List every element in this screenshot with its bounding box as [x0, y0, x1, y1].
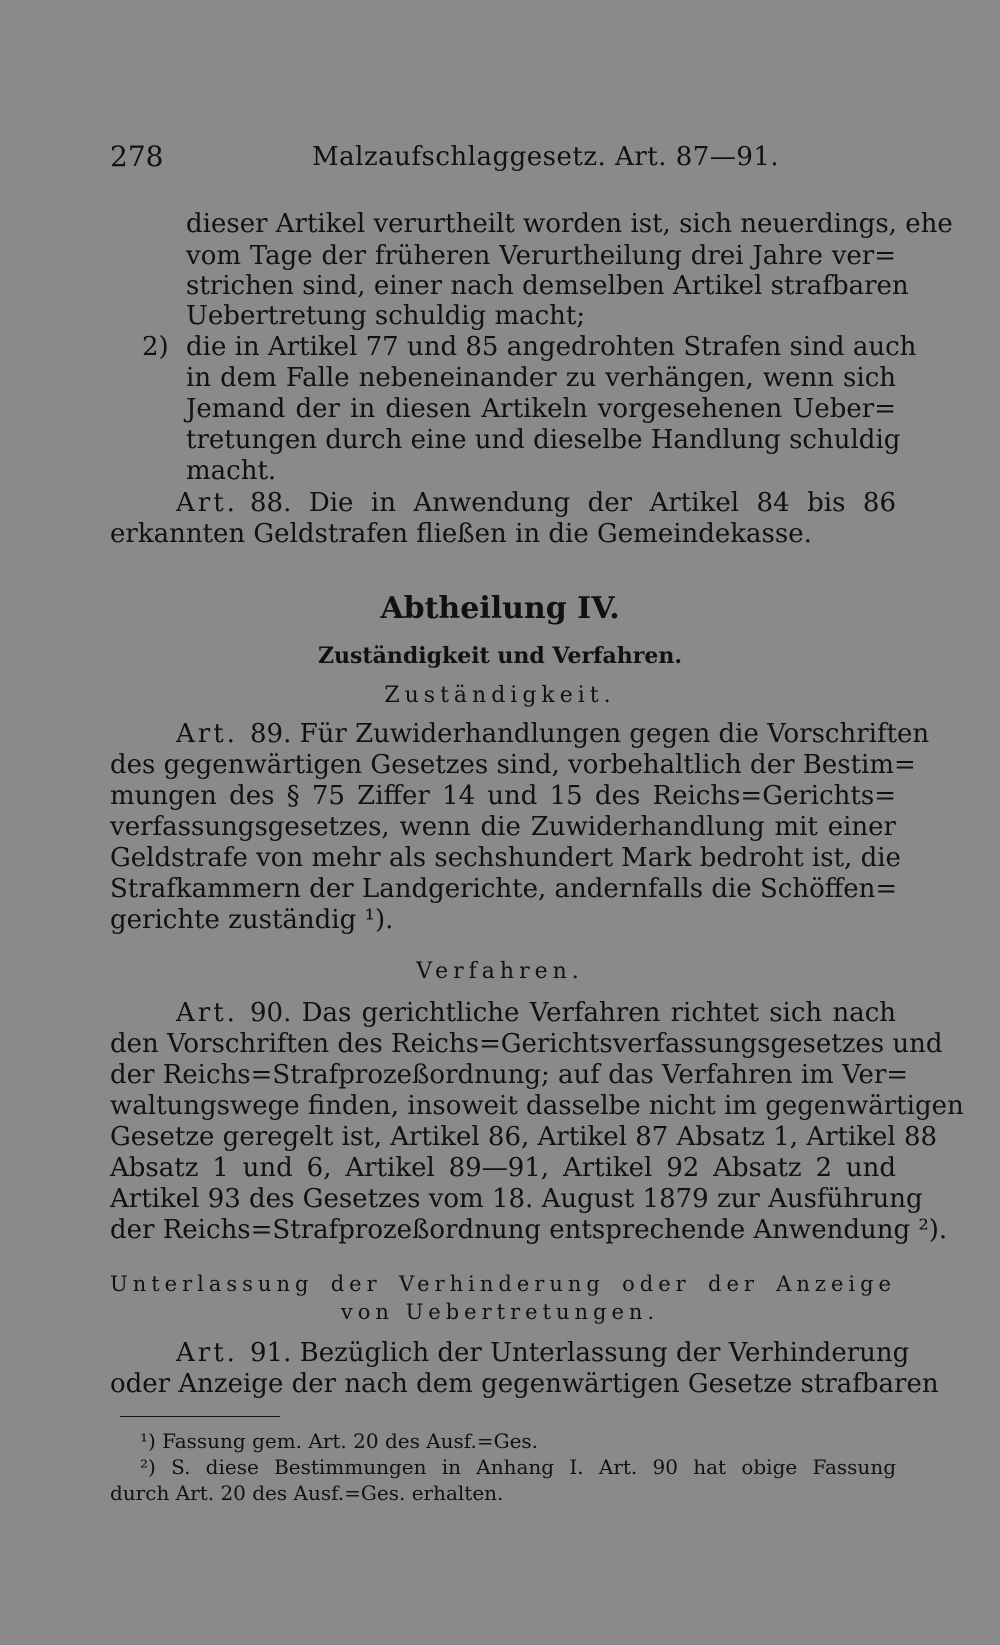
list-number: 2) — [142, 332, 169, 362]
text-line: tretungen durch eine und dieselbe Handlung schuldig — [186, 425, 901, 455]
text-line: oder Anzeige der nach dem gegenwärtigen Gesetze strafbaren — [110, 1369, 939, 1399]
text-line: den Vorschriften des Reichs=Gerichtsverfassungsgesetzes und — [110, 1029, 943, 1059]
page-header — [110, 140, 890, 180]
running-title: Malzaufschlaggesetz. Art. 87—91. — [312, 142, 780, 172]
text-line: 89. Für Zuwiderhandlungen gegen die Vorschriften — [250, 719, 930, 749]
page-number: 278 — [110, 140, 164, 173]
article-label: Art. — [176, 719, 238, 749]
text-line: Absatz 1 und 6, Artikel 89—91, Artikel 92 Absatz 2 und — [110, 1153, 896, 1183]
text-line: mungen des § 75 Ziffer 14 und 15 des Reichs=Gerichts= — [110, 781, 896, 811]
text-line: 88. Die in Anwendung der Artikel 84 bis 86 — [250, 488, 896, 518]
text-line: verfassungsgesetzes, wenn die Zuwiderhandlung mit einer — [110, 812, 896, 842]
text-line: Jemand der in diesen Artikeln vorgesehenen Ueber= — [186, 394, 896, 424]
article-label: Art. — [176, 998, 238, 1028]
text-line: gerichte zuständig ¹). — [110, 905, 394, 935]
article-label: Art. — [176, 1338, 238, 1368]
section-subtitle: Zuständigkeit und Verfahren. — [317, 643, 683, 669]
article-label: Art. — [176, 488, 238, 518]
text-line: vom Tage der früheren Verurtheilung drei Jahre ver= — [186, 241, 896, 271]
text-line: Gesetze geregelt ist, Artikel 86, Artikel 87 Absatz 1, Artikel 88 — [110, 1122, 938, 1152]
text-line: dieser Artikel verurtheilt worden ist, sich neuerdings, ehe — [186, 209, 953, 239]
text-line: die in Artikel 77 und 85 angedrohten Strafen sind auch — [186, 332, 917, 362]
subheading: Verfahren. — [416, 959, 584, 984]
footnote: ¹) Fassung gem. Art. 20 des Ausf.=Ges. — [140, 1429, 539, 1453]
section-title: Abtheilung IV. — [380, 591, 620, 626]
text-line: Uebertretung schuldig macht; — [186, 301, 586, 331]
text-line: Artikel 93 des Gesetzes vom 18. August 1879 zur Ausführung — [110, 1184, 923, 1214]
text-line: macht. — [186, 456, 277, 486]
text-line: 90. Das gerichtliche Verfahren richtet sich nach — [250, 998, 896, 1028]
text-line: des gegenwärtigen Gesetzes sind, vorbehaltlich der Bestim= — [110, 750, 916, 780]
subheading: Zuständigkeit. — [384, 683, 616, 708]
footnote: durch Art. 20 des Ausf.=Ges. erhalten. — [110, 1481, 504, 1505]
text-line: Geldstrafe von mehr als sechshundert Mark bedroht ist, die — [110, 843, 901, 873]
text-line: erkannten Geldstrafen fließen in die Gemeindekasse. — [110, 519, 812, 549]
subheading: Unterlassung der Verhinderung oder der Anzeige — [110, 1272, 896, 1296]
text-line: 91. Bezüglich der Unterlassung der Verhinderung — [250, 1338, 910, 1368]
footnote-rule — [120, 1416, 280, 1417]
text-line: der Reichs=Strafprozeßordnung; auf das Verfahren im Ver= — [110, 1060, 909, 1090]
text-line: in dem Falle nebeneinander zu verhängen, wenn sich — [186, 363, 896, 393]
subheading: von Uebertretungen. — [340, 1300, 660, 1324]
text-line: strichen sind, einer nach demselben Artikel strafbaren — [186, 271, 909, 301]
text-line: waltungswege finden, insoweit dasselbe nicht im gegenwärtigen — [110, 1091, 964, 1121]
footnote: ²) S. diese Bestimmungen in Anhang I. Art. 90 hat obige Fassung — [140, 1455, 896, 1479]
text-line: Strafkammern der Landgerichte, andernfalls die Schöffen= — [110, 874, 898, 904]
text-line: der Reichs=Strafprozeßordnung entsprechende Anwendung ²). — [110, 1215, 948, 1245]
